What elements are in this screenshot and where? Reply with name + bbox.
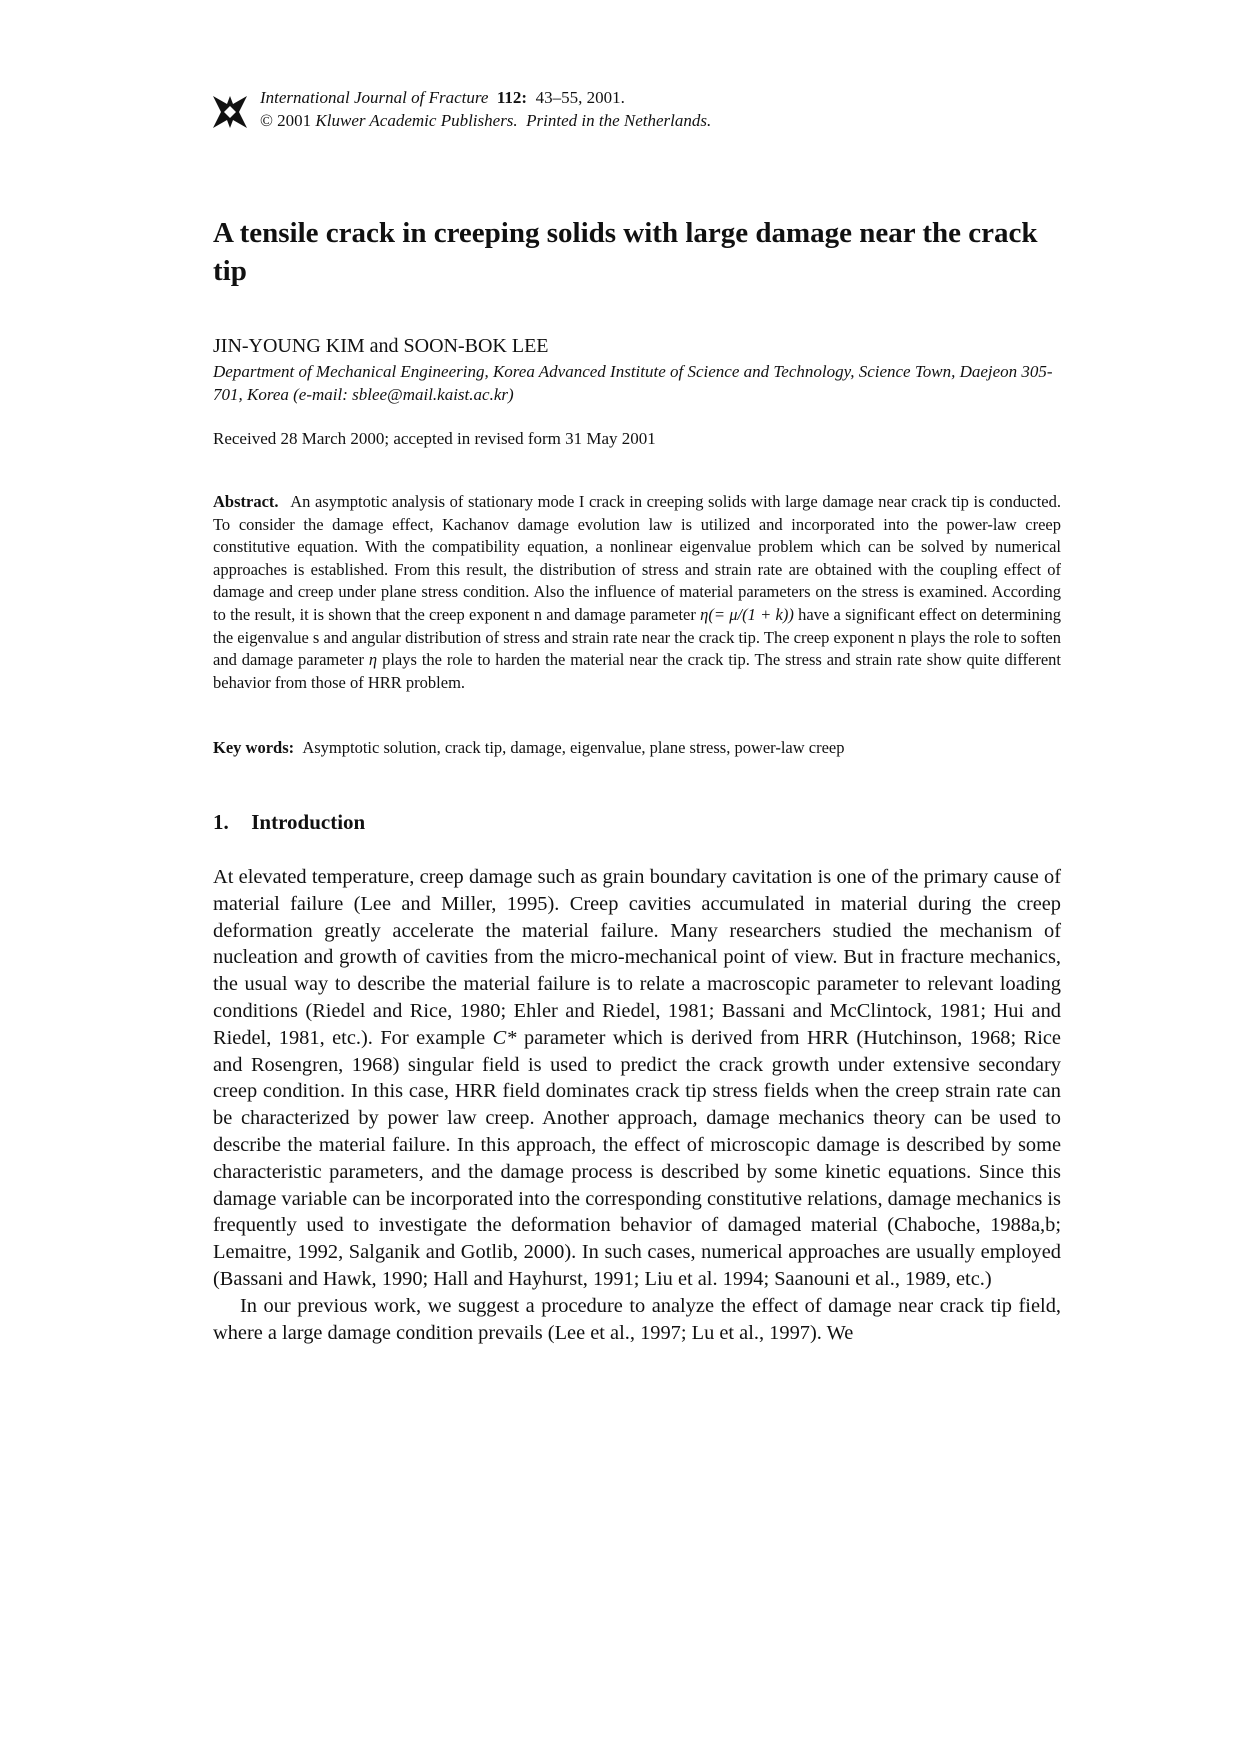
paragraph-1 (213, 864, 1061, 1293)
keywords (213, 737, 1061, 759)
printed-location: Printed in the Netherlands. (526, 111, 712, 130)
author-affiliation: Department of Mechanical Engineering, Korea Advanced Institute of Science and Technology, Science Town, Daejeon 305-701, Korea (e-mail: sblee@mail.kaist.ac.kr) (213, 362, 1053, 404)
journal-name: International Journal of Fracture (260, 88, 489, 107)
body-text (213, 864, 1061, 1346)
section-title: Introduction (251, 810, 366, 834)
abstract-label: Abstract. (213, 492, 279, 511)
received-dates: Received 28 March 2000; accepted in revised form 31 May 2001 (213, 429, 656, 448)
journal-volume: 112: (496, 88, 528, 107)
paragraph-1-part-a: At elevated temperature, creep damage such as grain boundary cavitation is one of the primary cause of material failure (Lee and Miller, 1995). Creep cavities accumulated in material during the creep deformation greatly accelerate the material failure. Many researchers studied the mechanism of nucleation and growth of cavities from the micro-mechanical point of view. But in fracture mechanics, the usual way to describe the material failure is to relate a macroscopic parameter to relevant loading conditions (Riedel and Rice, 1980; Ehler and Riedel, 1981; Bassani and McClintock, 1981; Hui and Riedel, 1981, etc.). For example (213, 866, 1061, 1049)
abstract-text-part-3: plays the role to harden the material near the crack tip. The stress and strain rate show quite different behavior from those of HRR problem. (213, 650, 1061, 692)
masthead-text (260, 86, 860, 132)
c-star-symbol: C* (492, 1026, 517, 1049)
copyright-line (260, 109, 860, 132)
copyright-year: © 2001 (260, 111, 312, 130)
journal-pages-year: 43–55, 2001. (535, 88, 625, 107)
abstract-text-part-1: An asymptotic analysis of stationary mode I crack in creeping solids with large damage near crack tip is conducted. To consider the damage effect, Kachanov damage evolution law is utilized and incorporated into the power-law creep constitutive equation. With the compatibility equation, a nonlinear eigenvalue problem which can be solved by numerical approaches is established. From this result, the distribution of stress and strain rate are obtained with the coupling effect of damage and creep under plane stress condition. Also the influence of material parameters on the stress is examined. According to the result, it is shown that the creep exponent n and damage parameter (213, 492, 1061, 624)
article-authors: JIN-YOUNG KIM and SOON-BOK LEE (213, 335, 549, 357)
publisher-name: Kluwer Academic Publishers. (315, 111, 518, 130)
citation-line (260, 86, 860, 109)
paragraph-1-part-b: parameter which is derived from HRR (Hutchinson, 1968; Rice and Rosengren, 1968) singular field is used to predict the crack growth under extensive secondary creep condition. In this case, HRR field dominates crack tip stress fields when the creep strain rate can be characterized by power law creep. Another approach, damage mechanics theory can be used to describe the material failure. In this approach, the effect of microscopic damage is described by some characteristic parameters, and the damage process is described by some kinetic equations. Since this damage variable can be incorporated into the corresponding constitutive relations, damage mechanics is frequently used to investigate the deformation behavior of damaged material (Chaboche, 1988a,b; Lemaitre, 1992, Salganik and Gotlib, 2000). In such cases, numerical approaches are usually employed (Bassani and Hawk, 1990; Hall and Hayhurst, 1991; Liu et al. 1994; Saanouni et al., 1989, etc.) (213, 1026, 1061, 1290)
keywords-text: Asymptotic solution, crack tip, damage, eigenvalue, plane stress, power-law creep (302, 738, 845, 757)
publisher-logo-icon (213, 92, 247, 132)
section-number: 1. (213, 810, 229, 834)
abstract-math-eta: η (368, 650, 378, 670)
keywords-label: Key words: (213, 738, 295, 757)
abstract-text-part-2: have a significant effect on determining the eigenvalue s and angular distribution of stress and strain rate near the crack tip. The creep exponent n plays the role to soften and damage parameter (213, 604, 1062, 670)
abstract-math-eta-definition: η(= μ/(1 + k)) (700, 604, 794, 624)
article-title: A tensile crack in creeping solids with large damage near the crack tip (213, 217, 1038, 287)
paragraph-2: In our previous work, we suggest a procedure to analyze the effect of damage near crack tip field, where a large damage condition prevails (Lee et al., 1997; Lu et al., 1997). We (213, 1294, 1061, 1344)
abstract (213, 491, 1061, 694)
section-heading-introduction (213, 809, 365, 835)
